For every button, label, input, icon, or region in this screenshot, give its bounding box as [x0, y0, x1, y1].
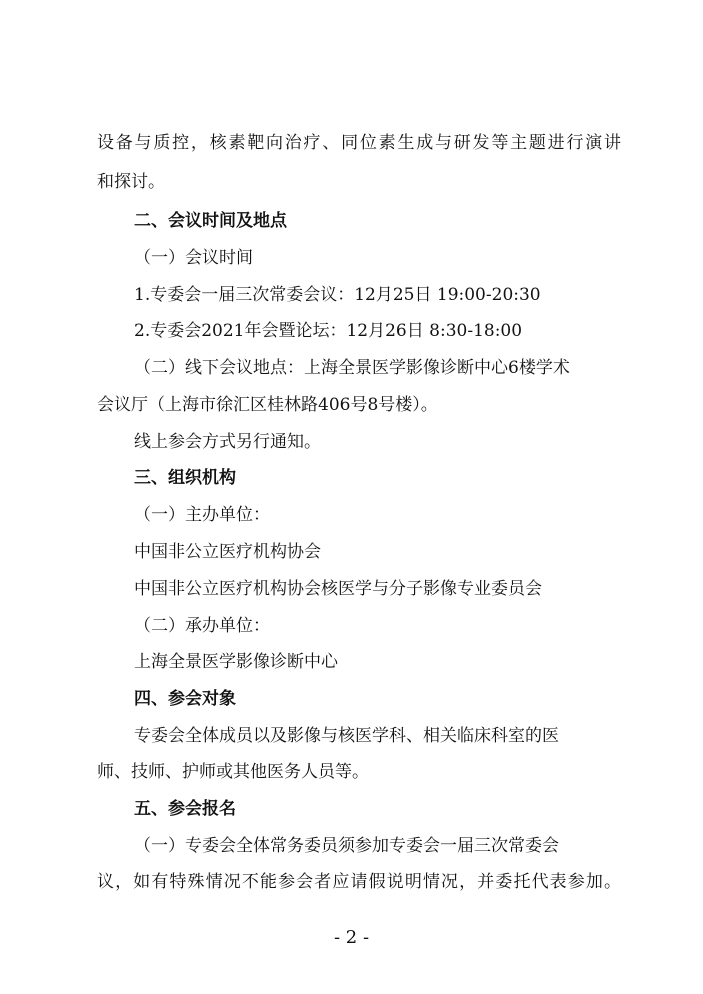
body-text-line: 1.专委会一届三次常委会议：12月25日 19:00-20:30 [134, 285, 541, 305]
section-heading: 四、参会对象 [134, 689, 236, 709]
body-text-line: 和探讨。 [97, 172, 165, 192]
body-text-line: 师、技师、护师或其他医务人员等。 [97, 762, 369, 782]
body-text-line: 议，如有特殊情况不能参会者应请假说明情况，并委托代表参加。 [97, 872, 621, 892]
body-text-line: 2.专委会2021年会暨论坛：12月26日 8:30-18:00 [134, 321, 523, 341]
section-heading: 五、参会报名 [134, 799, 236, 819]
body-text-line: 中国非公立医疗机构协会核医学与分子影像专业委员会 [134, 579, 542, 599]
body-text-line: （一）专委会全体常务委员须参加专委会一届三次常委会 [134, 836, 559, 856]
body-text-line: 设备与质控，核素靶向治疗、同位素生成与研发等主题进行演讲 [97, 133, 621, 153]
subsection-heading: （一）主办单位： [134, 505, 270, 525]
section-heading: 三、组织机构 [134, 468, 236, 488]
section-heading: 二、会议时间及地点 [134, 211, 287, 231]
page-number: - 2 - [333, 927, 370, 948]
body-text-line: 上海全景医学影像诊断中心 [134, 652, 338, 672]
subsection-heading: （二）承办单位： [134, 616, 270, 636]
body-text-line: 线上参会方式另行通知。 [134, 432, 321, 452]
body-text-line: 专委会全体成员以及影像与核医学科、相关临床科室的医 [134, 726, 559, 746]
body-text-line: （二）线下会议地点：上海全景医学影像诊断中心6楼学术 [134, 358, 570, 378]
body-text-line: 会议厅（上海市徐汇区桂林路406号8号楼）。 [97, 395, 438, 415]
body-text-line: 中国非公立医疗机构协会 [134, 542, 321, 562]
subsection-heading: （一）会议时间 [134, 248, 253, 268]
